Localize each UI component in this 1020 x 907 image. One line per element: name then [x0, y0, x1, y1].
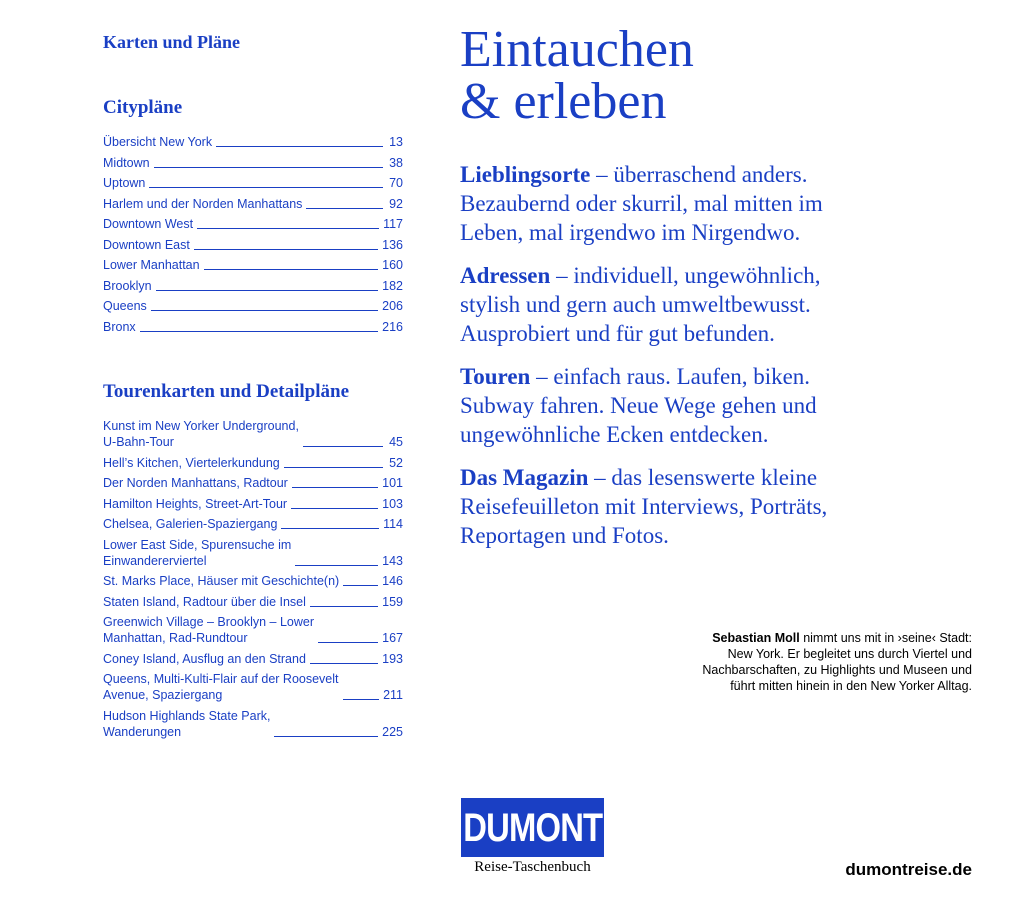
- city-maps-list: [103, 134, 403, 339]
- tour-maps-list: [103, 418, 403, 744]
- entry-label: Kunst im New Yorker Underground, U-Bahn-Tour: [103, 419, 299, 449]
- entry-label: Übersicht New York: [103, 135, 213, 149]
- headline-line-2: & erleben: [460, 73, 667, 130]
- tour-maps-heading: Tourenkarten und Detailpläne: [103, 381, 349, 402]
- index-entry: [103, 319, 403, 335]
- entry-label: Queens, Multi-Kulti-Flair auf der Roosevelt Avenue, Spaziergang: [103, 672, 339, 702]
- entry-label: Bronx: [103, 319, 136, 334]
- leader-line: [310, 663, 378, 664]
- leader-line: [216, 146, 383, 147]
- leader-line: [318, 642, 378, 643]
- entry-page-number: 225: [382, 724, 403, 739]
- feature-text: – individuell, ungewöhnlich, stylish und gern auch umweltbewusst. Ausprobiert und für gut befunden.: [460, 263, 821, 346]
- logo-wordmark: DUMONT: [462, 805, 603, 850]
- leader-line: [284, 467, 383, 468]
- entry-label: Der Norden Manhattans, Radtour: [103, 476, 288, 490]
- feature-list: [460, 160, 880, 564]
- entry-page-number: 70: [389, 176, 403, 190]
- index-entry: [103, 196, 403, 212]
- entry-label: Downtown West: [103, 217, 194, 231]
- leader-line: [156, 290, 379, 291]
- maps-index: [103, 30, 403, 739]
- index-entry: [103, 614, 403, 646]
- entry-page-number: 117: [383, 217, 403, 231]
- entry-label: Brooklyn: [103, 278, 152, 293]
- entry-label: Coney Island, Ausflug an den Strand: [103, 651, 306, 666]
- entry-label: Greenwich Village – Brooklyn – Lower Manhattan, Rad-Rundtour: [103, 615, 314, 645]
- feature-term: Das Magazin: [460, 465, 589, 490]
- leader-line: [274, 736, 378, 737]
- entry-label: Downtown East: [103, 237, 190, 252]
- feature-touren: [460, 362, 880, 449]
- index-entry: [103, 516, 403, 532]
- entry-page-number: 193: [382, 651, 403, 666]
- entry-page-number: 13: [389, 135, 403, 149]
- index-entry: [103, 298, 403, 314]
- entry-label: Lower East Side, Spurensuche im Einwandererviertel: [103, 537, 292, 568]
- index-entry: [103, 573, 403, 589]
- city-maps-heading: Citypläne: [103, 97, 183, 118]
- leader-line: [151, 310, 378, 311]
- leader-line: [343, 585, 378, 586]
- entry-label: St. Marks Place, Häuser mit Geschichte(n): [103, 574, 340, 588]
- leader-line: [154, 167, 383, 168]
- leader-line: [204, 269, 379, 270]
- index-entry: [103, 671, 403, 703]
- feature-term: Touren: [460, 364, 531, 389]
- leader-line: [303, 446, 383, 447]
- website-url: dumontreise.de: [845, 860, 972, 879]
- leader-line: [343, 699, 380, 700]
- entry-label: Uptown: [103, 176, 146, 190]
- leader-line: [306, 208, 383, 209]
- entry-page-number: 143: [382, 553, 403, 568]
- maps-section-title: Karten und Pläne: [103, 32, 241, 52]
- logo-subtitle: Reise-Taschenbuch: [474, 859, 591, 875]
- leader-line: [291, 508, 378, 509]
- index-entry: [103, 257, 403, 273]
- entry-label: Hamilton Heights, Street-Art-Tour: [103, 496, 288, 511]
- leader-line: [292, 487, 378, 488]
- feature-lieblingsorte: [460, 160, 880, 247]
- author-text: nimmt uns mit in ›seine‹ Stadt: New York. Er begleitet uns durch Viertel und Nachbarschaften, zu Highlights und Museen und führt mitten hinein in den New Yorker Alltag.: [702, 631, 972, 693]
- index-entry: [103, 216, 403, 232]
- dumont-logo: [461, 798, 604, 876]
- entry-label: Hell’s Kitchen, Viertelerkundung: [103, 455, 280, 470]
- entry-page-number: 114: [383, 517, 403, 531]
- feature-text: – überraschend anders. Bezaubernd oder skurril, mal mitten im Leben, mal irgendwo im Nirgendwo.: [460, 162, 823, 245]
- entry-page-number: 103: [382, 496, 403, 511]
- entry-page-number: 146: [382, 574, 403, 588]
- author-name: Sebastian Moll: [712, 631, 800, 645]
- index-entry: [103, 237, 403, 253]
- entry-page-number: 52: [389, 455, 403, 470]
- headline-line-1: Eintauchen: [460, 21, 694, 78]
- entry-label: Midtown: [103, 155, 150, 170]
- index-entry: [103, 496, 403, 512]
- index-entry: [103, 537, 403, 569]
- entry-page-number: 38: [389, 155, 403, 170]
- index-entry: [103, 475, 403, 491]
- entry-label: Hudson Highlands State Park, Wanderungen: [103, 708, 271, 739]
- entry-page-number: 92: [389, 196, 403, 211]
- index-entry: [103, 708, 403, 740]
- index-entry: [103, 594, 403, 610]
- index-entry: [103, 418, 403, 450]
- leader-line: [140, 331, 378, 332]
- entry-page-number: 206: [382, 299, 403, 313]
- leader-line: [194, 249, 378, 250]
- index-entry: [103, 175, 403, 191]
- entry-page-number: 216: [382, 319, 403, 334]
- author-blurb: [692, 630, 972, 694]
- entry-label: Chelsea, Galerien-Spaziergang: [103, 517, 278, 531]
- entry-page-number: 211: [383, 688, 403, 702]
- index-entry: [103, 651, 403, 667]
- leader-line: [149, 187, 383, 188]
- entry-label: Queens: [103, 299, 147, 313]
- entry-page-number: 182: [382, 278, 403, 293]
- feature-magazin: [460, 463, 880, 550]
- entry-page-number: 159: [382, 594, 403, 609]
- leader-line: [197, 228, 379, 229]
- leader-line: [310, 606, 378, 607]
- headline: [460, 21, 694, 130]
- feature-text: – einfach raus. Laufen, biken. Subway fahren. Neue Wege gehen und ungewöhnliche Ecken entdecken.: [460, 364, 817, 447]
- entry-page-number: 45: [389, 435, 403, 449]
- entry-page-number: 167: [382, 631, 403, 645]
- logo-box: [461, 798, 604, 857]
- feature-text: – das lesenswerte kleine Reisefeuilleton mit Interviews, Porträts, Reportagen und Fotos.: [460, 465, 828, 548]
- feature-adressen: [460, 261, 880, 348]
- index-entry: [103, 155, 403, 171]
- entry-label: Staten Island, Radtour über die Insel: [103, 594, 306, 609]
- entry-page-number: 136: [382, 237, 403, 252]
- leader-line: [281, 528, 379, 529]
- leader-line: [295, 565, 378, 566]
- feature-term: Lieblingsorte: [460, 162, 591, 187]
- index-entry: [103, 278, 403, 294]
- entry-page-number: 160: [382, 258, 403, 272]
- index-entry: [103, 455, 403, 471]
- entry-label: Harlem und der Norden Manhattans: [103, 196, 303, 211]
- index-entry: [103, 134, 403, 150]
- feature-term: Adressen: [460, 263, 551, 288]
- entry-label: Lower Manhattan: [103, 258, 200, 272]
- entry-page-number: 101: [382, 476, 403, 490]
